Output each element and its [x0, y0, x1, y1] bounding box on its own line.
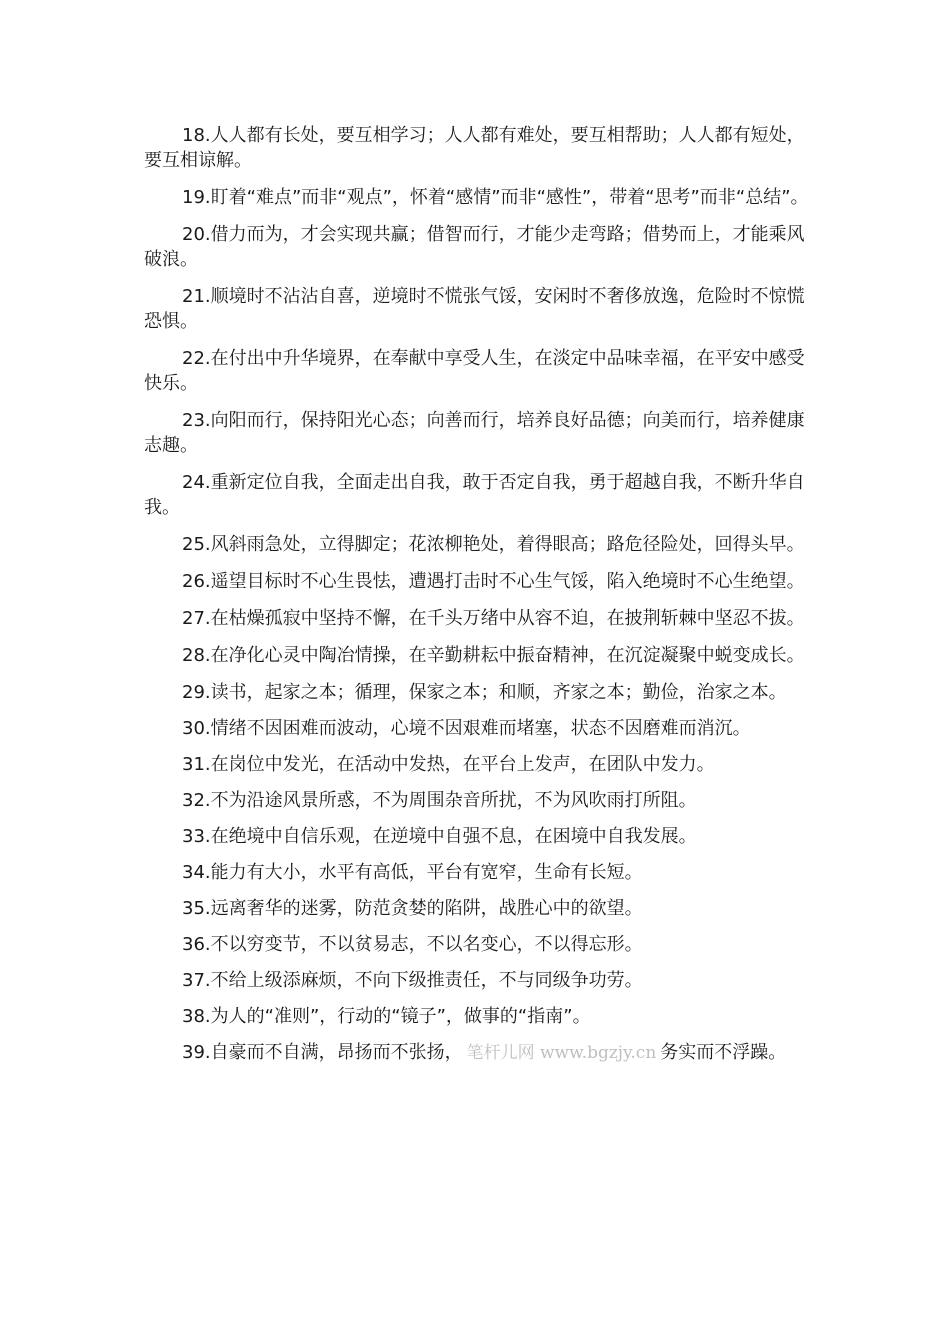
- paragraph-37: 37.不给上级添麻烦，不向下级推责任，不与同级争功劳。: [182, 970, 643, 991]
- paragraph-28: 28.在净化心灵中陶冶情操，在辛勤耕耘中振奋精神，在沉淀凝聚中蜕变成长。: [182, 645, 805, 666]
- paragraph-39-text-end: 务实而不浮躁。: [660, 1042, 787, 1063]
- paragraph-26: 26.遥望目标时不心生畏怯，遭遇打击时不心生气馁，陷入绝境时不心生绝望。: [182, 571, 805, 592]
- paragraph-39: [144, 1040, 822, 1066]
- paragraph-23: 23.向阳而行，保持阳光心态；向善而行，培养良好品德；向美而行，培养健康志趣。: [144, 410, 805, 456]
- site-watermark: 笔杆儿网 www.bgzjy.cn: [466, 1043, 657, 1063]
- paragraph-39-text-start: 39.自豪而不自满，昂扬而不张扬，: [182, 1042, 463, 1063]
- document-body: [144, 123, 822, 1077]
- paragraph-18: 18.人人都有长处，要互相学习；人人都有难处，要互相帮助；人人都有短处，要互相谅解。: [144, 125, 805, 171]
- paragraph-36: 36.不以穷变节，不以贫易志，不以名变心，不以得忘形。: [182, 934, 643, 955]
- paragraph-31: 31.在岗位中发光，在活动中发热，在平台上发声，在团队中发力。: [182, 754, 715, 775]
- paragraph-21: 21.顺境时不沾沾自喜，逆境时不慌张气馁，安闲时不奢侈放逸，危险时不惊慌恐惧。: [144, 286, 805, 332]
- paragraph-20: 20.借力而为，才会实现共赢；借智而行，才能少走弯路；借势而上，才能乘风破浪。: [144, 224, 805, 270]
- paragraph-30: 30.情绪不因困难而波动，心境不因艰难而堵塞，状态不因磨难而消沉。: [182, 718, 751, 739]
- paragraph-25: 25.风斜雨急处，立得脚定；花浓柳艳处，着得眼高；路危径险处，回得头早。: [182, 534, 805, 555]
- paragraph-27: 27.在枯燥孤寂中坚持不懈，在千头万绪中从容不迫，在披荆斩棘中坚忍不拔。: [182, 608, 805, 629]
- paragraph-32: 32.不为沿途风景所惑，不为周围杂音所扰，不为风吹雨打所阻。: [182, 790, 697, 811]
- paragraph-34: 34.能力有大小，水平有高低，平台有宽窄，生命有长短。: [182, 862, 643, 883]
- paragraph-24: 24.重新定位自我，全面走出自我，敢于否定自我，勇于超越自我，不断升华自我。: [144, 472, 805, 518]
- paragraph-38: 38.为人的“准则”，行动的“镜子”，做事的“指南”。: [182, 1006, 591, 1027]
- paragraph-19: 19.盯着“难点”而非“观点”，怀着“感情”而非“感性”，带着“思考”而非“总结”。: [182, 187, 809, 208]
- paragraph-35: 35.远离奢华的迷雾，防范贪婪的陷阱，战胜心中的欲望。: [182, 898, 643, 919]
- paragraph-29: 29.读书，起家之本；循理，保家之本；和顺，齐家之本；勤俭，治家之本。: [182, 682, 787, 703]
- paragraph-33: 33.在绝境中自信乐观，在逆境中自强不息，在困境中自我发展。: [182, 826, 697, 847]
- paragraph-22: 22.在付出中升华境界，在奉献中享受人生，在淡定中品味幸福，在平安中感受快乐。: [144, 348, 805, 394]
